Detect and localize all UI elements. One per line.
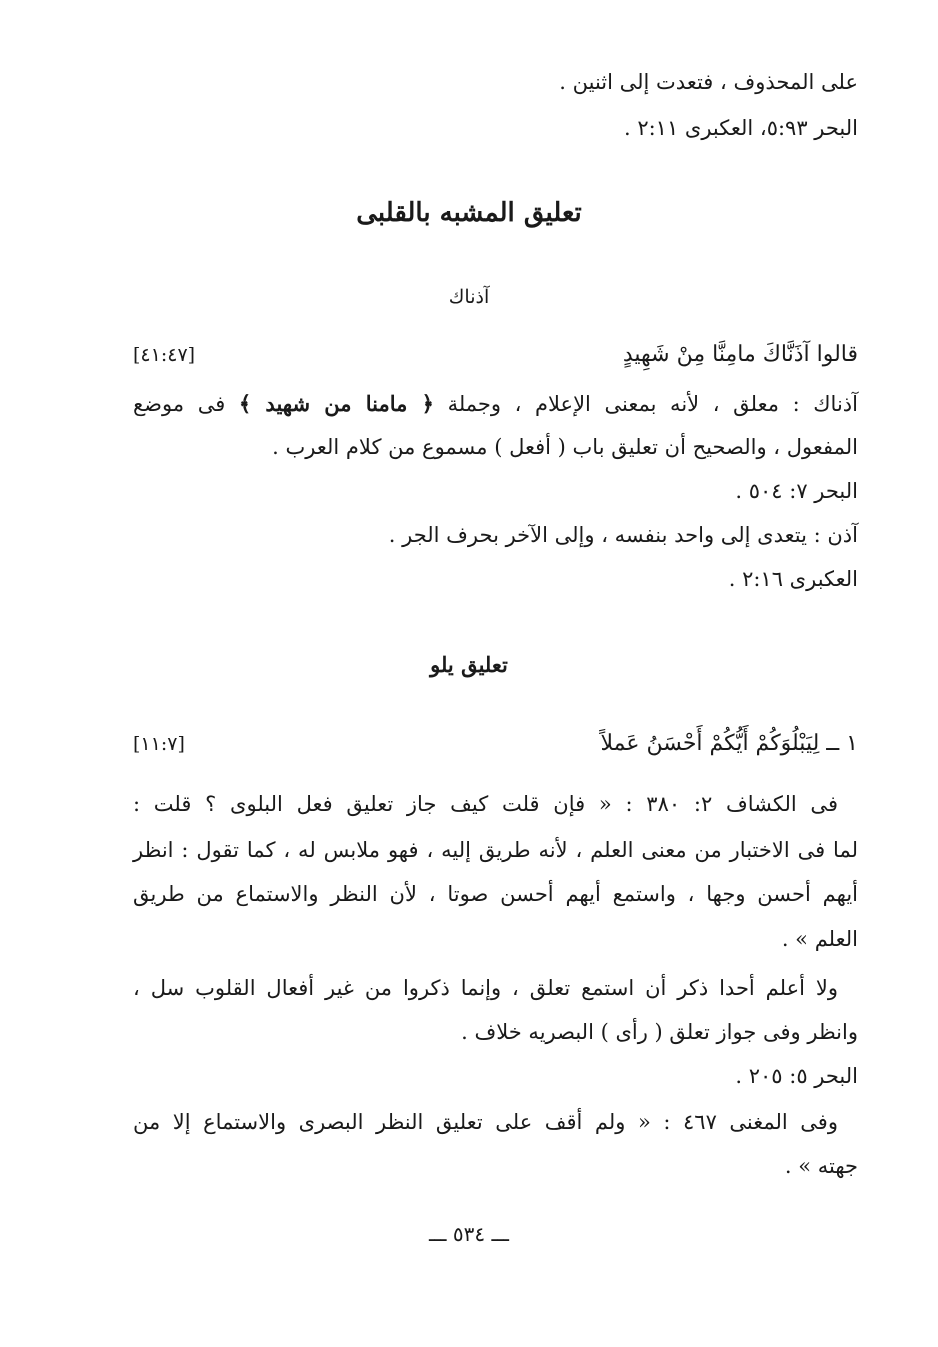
text-line: وفى المغنى ٤٦٧ : « ولم أقف على تعليق النظر البصرى والاستماع إلا من <box>133 1110 838 1134</box>
reference-line: العكبرى ٢:١٦ . <box>728 567 858 591</box>
quoted-phrase: ﴿ مامنا من شهيد ﴾ <box>238 391 434 416</box>
text-segment: آذناك : معلق ، لأنه بمعنى الإعلام ، وجملة <box>447 392 858 416</box>
reference-line: البحر ٧: ٥٠٤ . <box>735 479 858 503</box>
verse-reference: [١١:٧] <box>133 733 185 755</box>
text-line: فى الكشاف ٢: ٣٨٠ : « فإن قلت كيف جاز تعليق فعل البلوى ؟ قلت : <box>133 792 838 816</box>
verse-reference: [٤١:٤٧] <box>133 344 196 366</box>
text-line: المفعول ، والصحيح أن تعليق باب ( أفعل ) مسموع من كلام العرب . <box>272 435 858 459</box>
verse-row <box>133 733 858 755</box>
verse-row <box>133 344 858 366</box>
page-number: ـــ ٥٣٤ ـــ <box>428 1222 510 1246</box>
text-line: أيهم أحسن وجها ، واستمع أيهم أحسن صوتا ، لأن النظر والاستماع من طريق <box>133 882 858 906</box>
quran-verse: قالوا آذَنَّاكَ مامِنَّا مِنْ شَهِيدٍ <box>622 342 858 367</box>
text-line: لما فى الاختبار من معنى العلم ، لأنه طريق إليه ، فهو ملابس له ، كما تقول : انظر <box>133 838 858 862</box>
text-line: جهته » . <box>784 1154 858 1178</box>
reference-line: البحر ٥: ٢٠٥ . <box>735 1064 858 1088</box>
section-subheading: آذناك <box>448 286 490 308</box>
section-heading: تعليق يلو <box>430 652 508 677</box>
text-line: على المحذوف ، فتعدت إلى اثنين . <box>559 70 858 94</box>
section-heading: تعليق المشبه بالقلبى <box>356 198 582 228</box>
text-line: ولا أعلم أحدا ذكر أن استمع تعلق ، وإنما ذكروا من غير أفعال القلوب سل ، <box>133 976 838 1000</box>
text-line: وانظر وفى جواز تعلق ( رأى ) البصريه خلاف . <box>461 1020 858 1044</box>
text-line: آذن : يتعدى إلى واحد بنفسه ، وإلى الآخر بحرف الجر . <box>388 523 858 547</box>
reference-line: البحر ٥:٩٣، العكبرى ٢:١١ . <box>623 116 858 140</box>
text-line <box>133 393 858 415</box>
text-line: العلم » . <box>781 927 858 951</box>
text-segment: فى موضع <box>133 392 226 416</box>
quran-verse: ١ ــ لِيَبْلُوَكُمْ أَيُّكُمْ أَحْسَنُ عَملاً <box>600 731 858 756</box>
